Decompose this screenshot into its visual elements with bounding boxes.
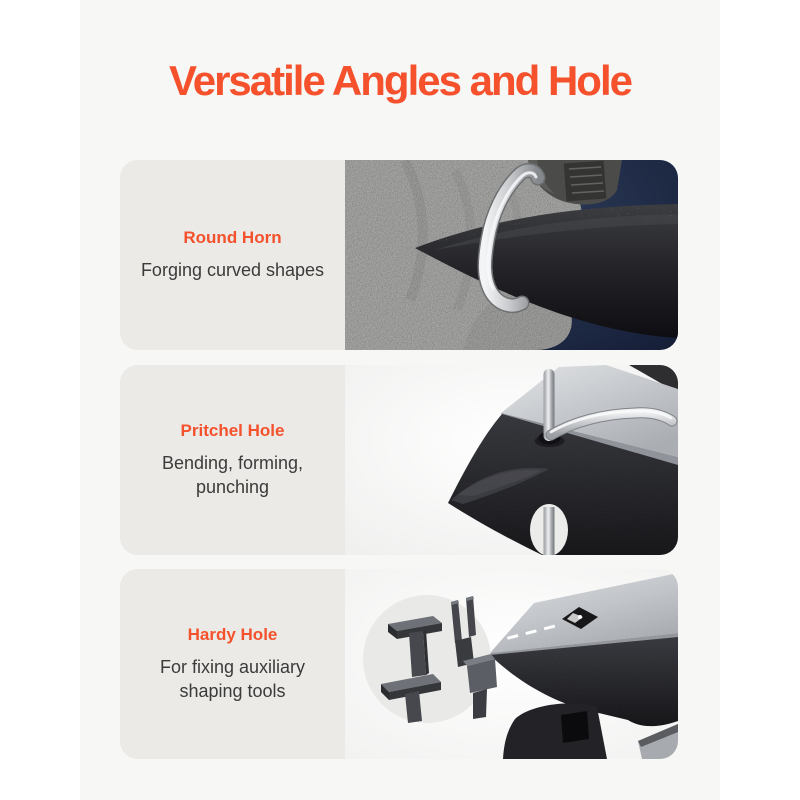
feature-description: Bending, forming, punching: [161, 453, 304, 498]
feature-panel: [120, 569, 345, 759]
feature-heading: Round Horn: [183, 227, 282, 247]
hardy-hole-photo: [345, 569, 678, 759]
rod-lower-gap: [530, 504, 568, 555]
feature-panel: [120, 365, 345, 555]
pritchel-hole-photo: [345, 365, 678, 555]
feature-panel: [120, 160, 345, 350]
feature-card-round-horn: [120, 160, 678, 350]
page-title: Versatile Angles and Hole: [169, 57, 631, 104]
feature-description: Forging curved shapes: [140, 260, 325, 281]
feature-heading: Hardy Hole: [187, 624, 278, 644]
round-horn-photo: [345, 160, 678, 350]
feature-card-hardy-hole: [120, 569, 678, 759]
feature-card-pritchel-hole: [120, 365, 678, 555]
feature-heading: Pritchel Hole: [180, 420, 285, 440]
feature-description: For fixing auxiliary shaping tools: [159, 657, 306, 702]
